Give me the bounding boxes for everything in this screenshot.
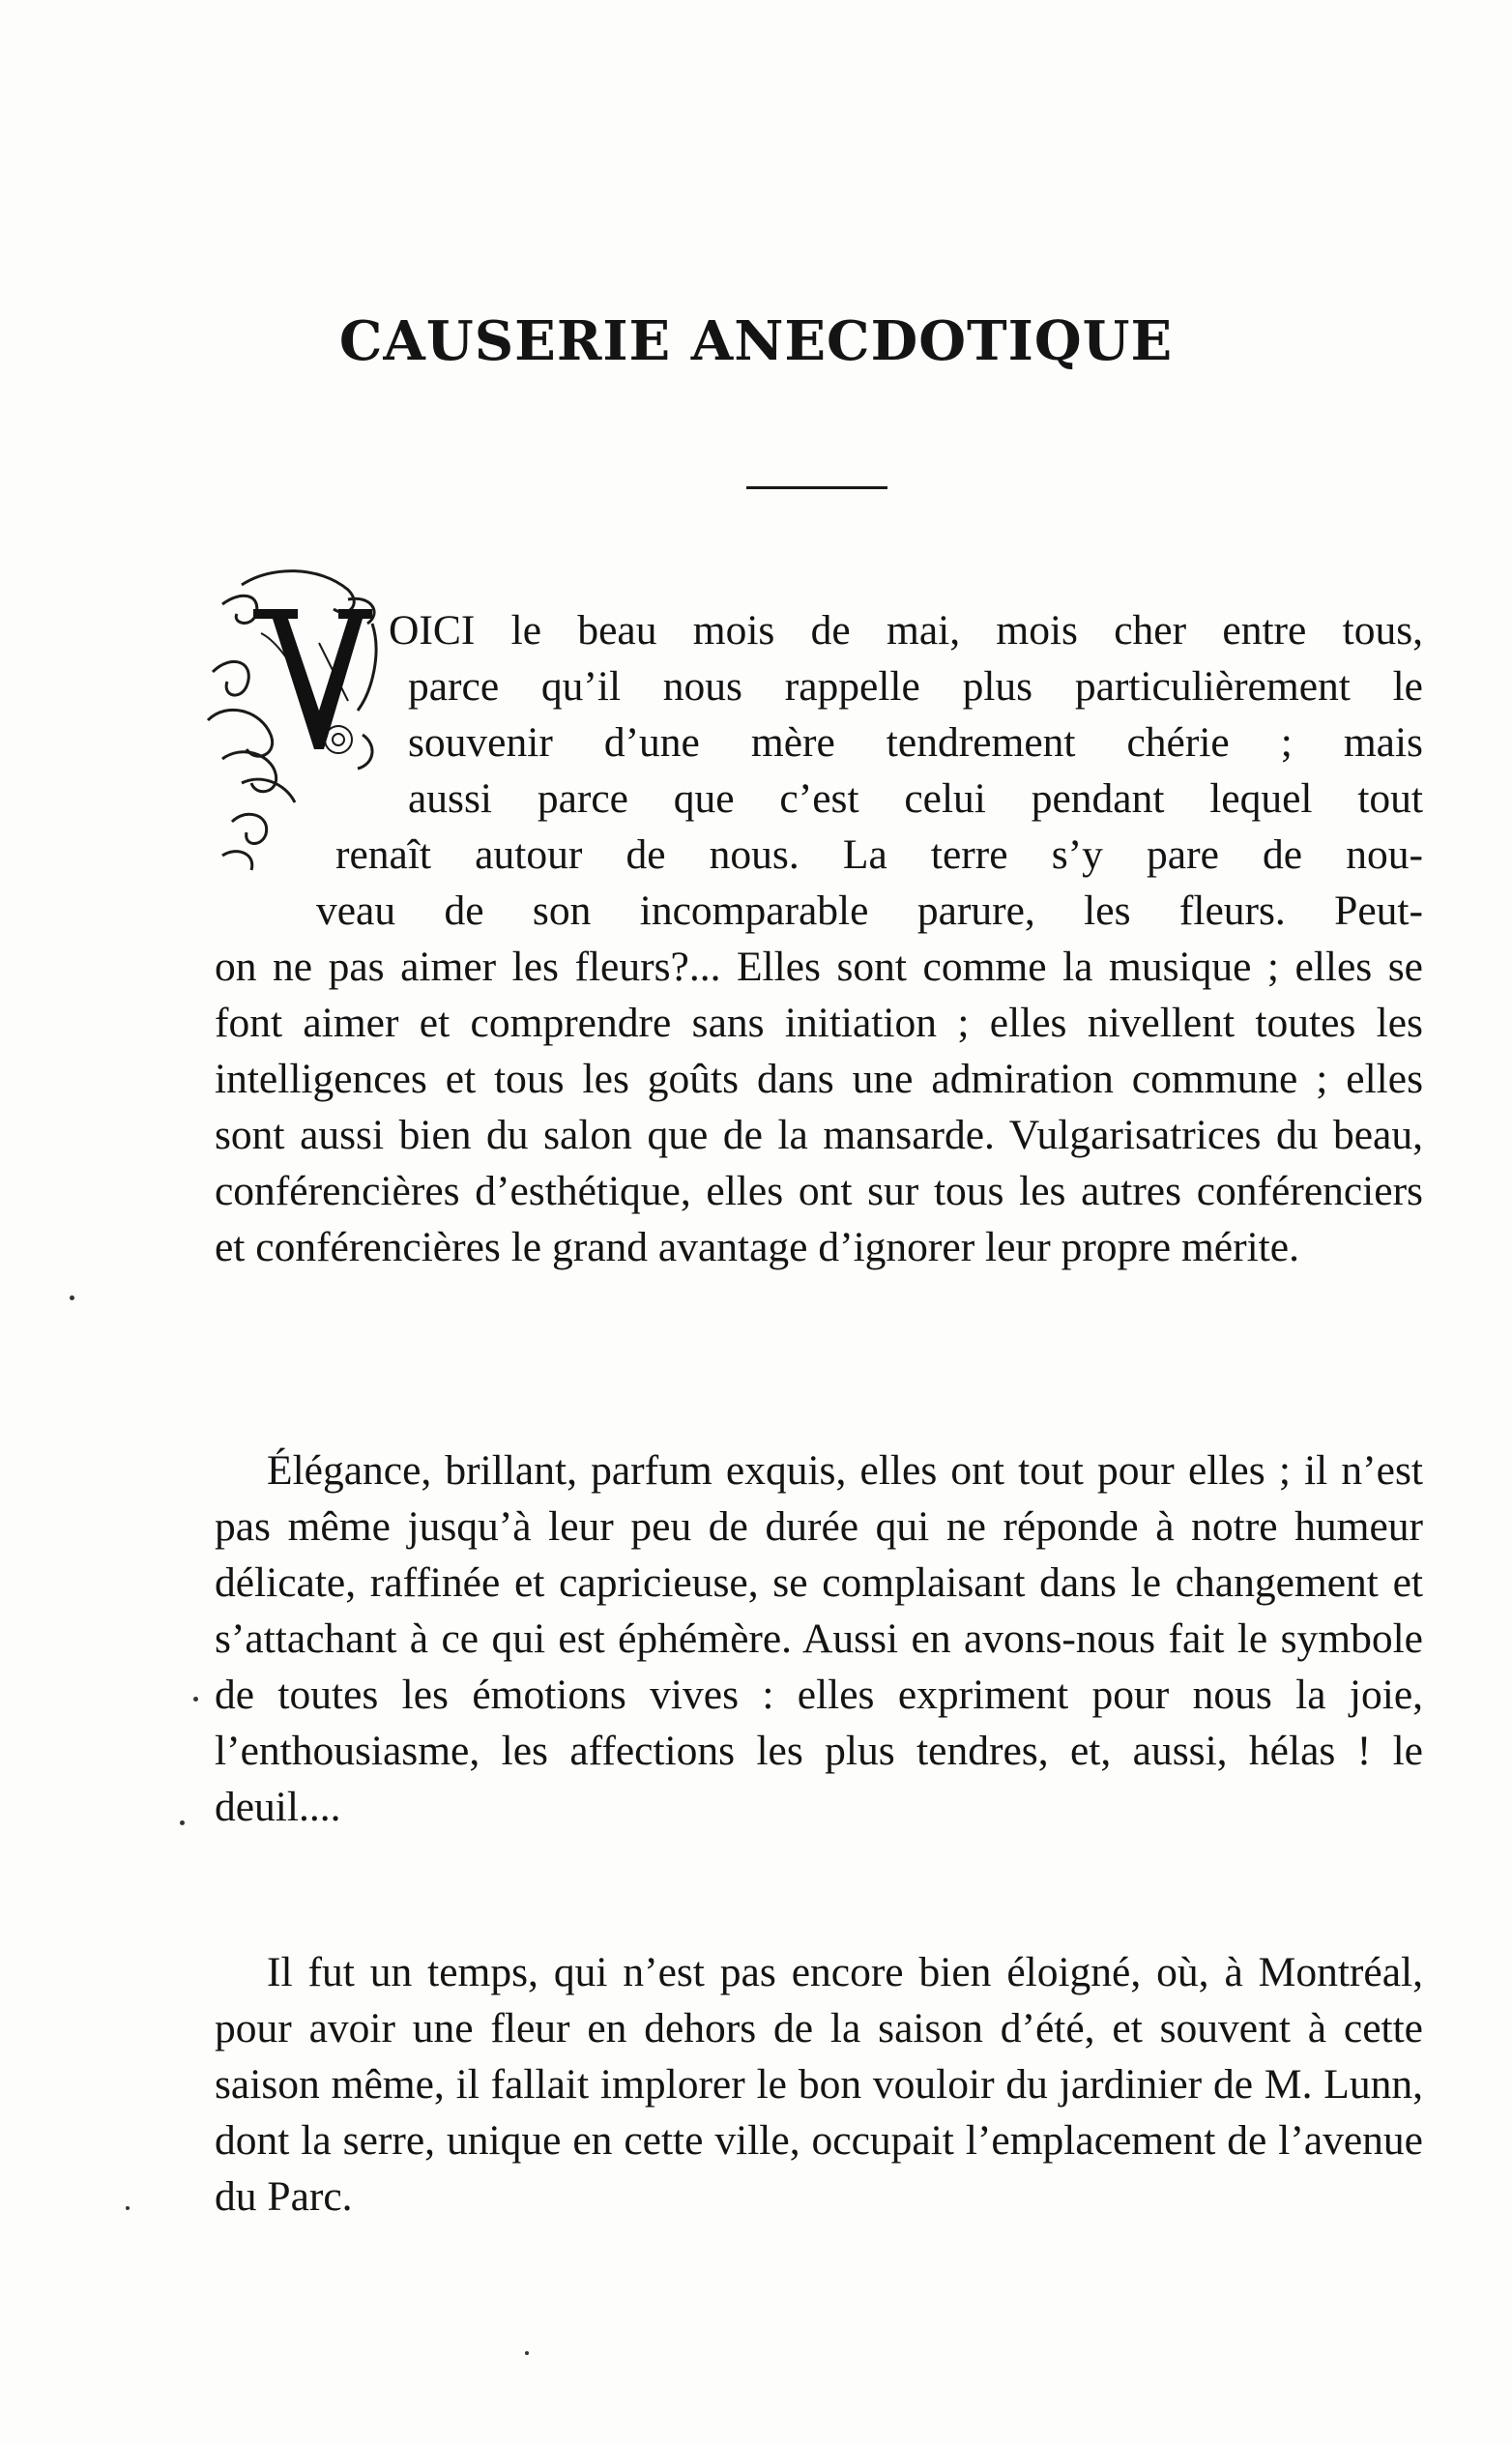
paragraph-1-line-5: renaît autour de nous. La terre s’y pare de nou- [335,831,1423,878]
margin-speck [70,1295,74,1300]
title-rule [746,486,887,489]
margin-speck [180,1820,185,1825]
paragraph-1-line-1: OICI le beau mois de mai, mois cher entre tous, [389,607,1423,654]
margin-speck [525,2351,529,2355]
dropcap-letter-text: V [311,682,313,683]
paragraph-1-body: on ne pas aimer les fleurs?... Elles sont comme la musique ; elles se font aimer et comprendre sans initiation ; elles nivellent toutes les intelligences et tous les goûts dans une admiration commune ; elles sont aussi bien du salon que de la mansarde. Vulgarisatrices du beau, conférencières d’esthétique, elles ont sur tous les autres conférenciers et conférencières le grand avantage d’ignorer leur propre mérite. [215,944,1423,1270]
paragraph-1-line-2: parce qu’il nous rappelle plus particulièrement le [408,663,1423,710]
paragraph-1-line-3: souvenir d’une mère tendrement chérie ; mais [408,719,1423,766]
chapter-title: CAUSERIE ANECDOTIQUE [338,309,1174,373]
margin-speck [126,2206,130,2210]
paragraph-1 [215,602,1423,1275]
paragraph-1-line-6: veau de son incomparable parure, les fleurs. Peut- [316,887,1423,934]
paragraph-3: Il fut un temps, qui n’est pas encore bien éloigné, où, à Montréal, pour avoir une fleur en dehors de la saison d’été, et souvent à cette saison même, il fallait implorer le bon vouloir du jardinier de M. Lunn, dont la serre, unique en cette ville, occupait l’emplacement de l’avenue du Parc. [215,1948,1423,2220]
paragraph-2: Élégance, brillant, parfum exquis, elles ont tout pour elles ; il n’est pas même jusqu’à leur peu de durée qui ne réponde à notre humeur délicate, raffinée et capricieuse, se complaisant dans le changement et s’attachant à ce qui est éphémère. Aussi en avons-nous fait le symbole de toutes les émotions vives : elles expriment pour nous la joie, l’enthousiasme, les affections les plus tendres, et, aussi, hélas ! le deuil.... [215,1446,1423,1830]
margin-speck [193,1697,198,1702]
paragraph-1-line-4: aussi parce que c’est celui pendant lequel tout [408,775,1423,822]
